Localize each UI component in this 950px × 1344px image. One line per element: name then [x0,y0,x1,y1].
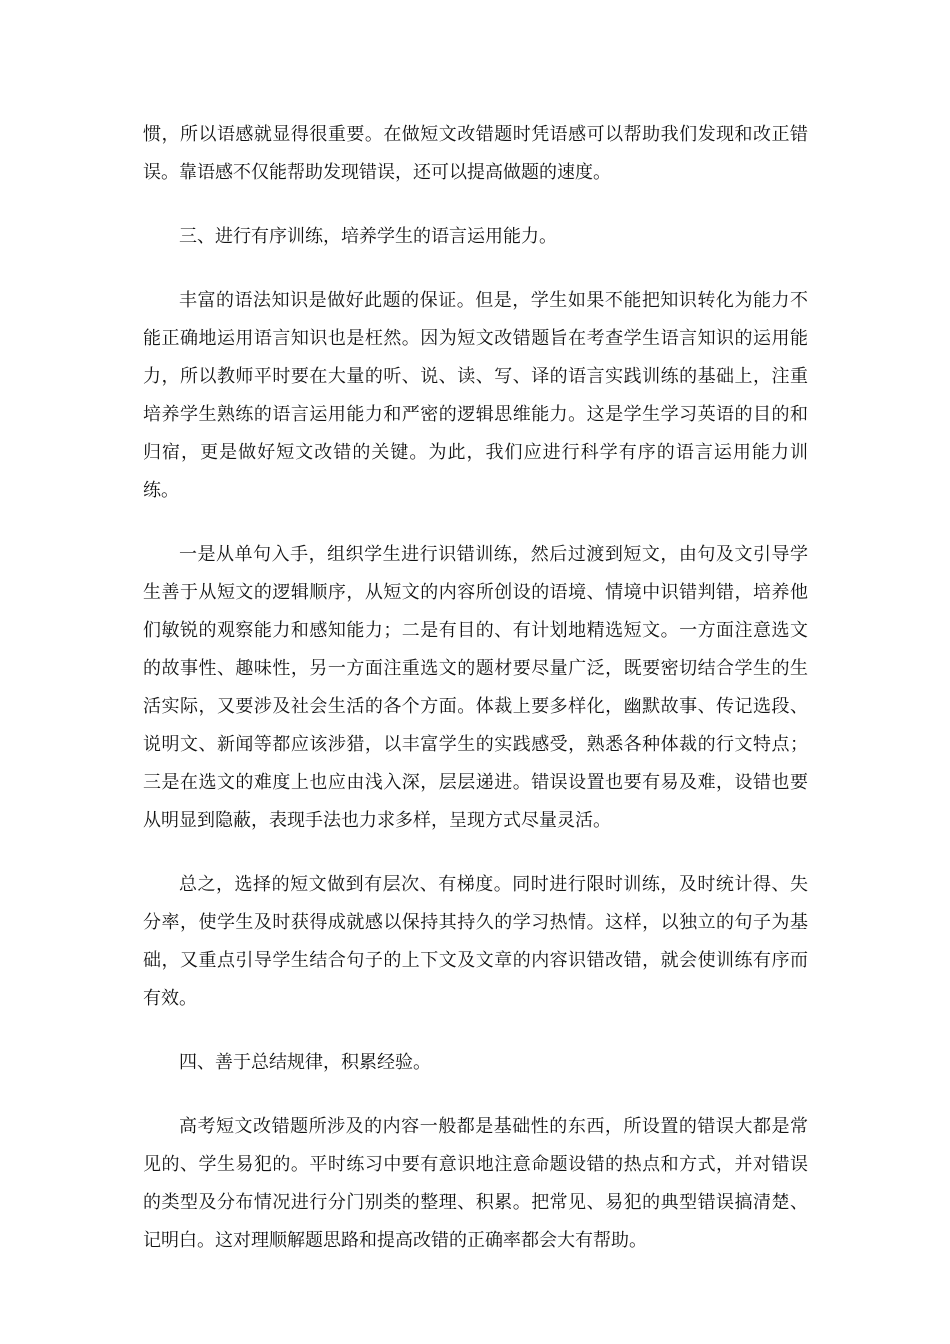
section-heading-four: 四、善于总结规律，积累经验。 [179,1052,431,1073]
section-heading-three: 三、进行有序训练，培养学生的语言运用能力。 [179,226,557,247]
paragraph-exam-errors: 高考短文改错题所涉及的内容一般都是基础性的东西，所设置的错误大都是常见的、学生易犯的。平时练习中要有意识地注意命题设错的热点和方式，并对错误的类型及分布情况进行分门别类的整理、积累。把常见、易犯的典型错误搞清楚、记明白。这对理顺解题思路和提高改错的正确率都会大有帮助。 [143,1116,808,1251]
paragraph-continuation: 惯，所以语感就显得很重要。在做短文改错题时凭语感可以帮助我们发现和改正错误。靠语感不仅能帮助发现错误，还可以提高做题的速度。 [143,124,808,183]
paragraph-grammar-knowledge: 丰富的语法知识是做好此题的保证。但是，学生如果不能把知识转化为能力不能正确地运用语言知识也是枉然。因为短文改错题旨在考查学生语言知识的运用能力，所以教师平时要在大量的听、说、读、写、译的语言实践训练的基础上，注重培养学生熟练的语言运用能力和严密的逻辑思维能力。这是学生学习英语的目的和归宿，更是做好短文改错的关键。为此，我们应进行科学有序的语言运用能力训练。 [143,290,808,501]
paragraph-training-steps: 一是从单句入手，组织学生进行识错训练，然后过渡到短文，由句及文引导学生善于从短文的逻辑顺序，从短文的内容所创设的语境、情境中识错判错，培养他们敏锐的观察能力和感知能力；二是有目的、有计划地精选短文。一方面注意选文的故事性、趣味性，另一方面注重选文的题材要尽量广泛，既要密切结合学生的生活实际，又要涉及社会生活的各个方面。体裁上要多样化，幽默故事、传记选段、说明文、新闻等都应该涉猎，以丰富学生的实践感受，熟悉各种体裁的行文特点；三是在选文的难度上也应由浅入深，层层递进。错误设置也要有易及难，设错也要从明显到隐蔽，表现手法也力求多样，呈现方式尽量灵活。 [143,544,808,831]
paragraph-summary: 总之，选择的短文做到有层次、有梯度。同时进行限时训练，及时统计得、失分率，使学生及时获得成就感以保持其持久的学习热情。这样，以独立的句子为基础，又重点引导学生结合句子的上下文及文章的内容识错改错，就会使训练有序而有效。 [143,874,808,1009]
document-body [143,116,808,1286]
